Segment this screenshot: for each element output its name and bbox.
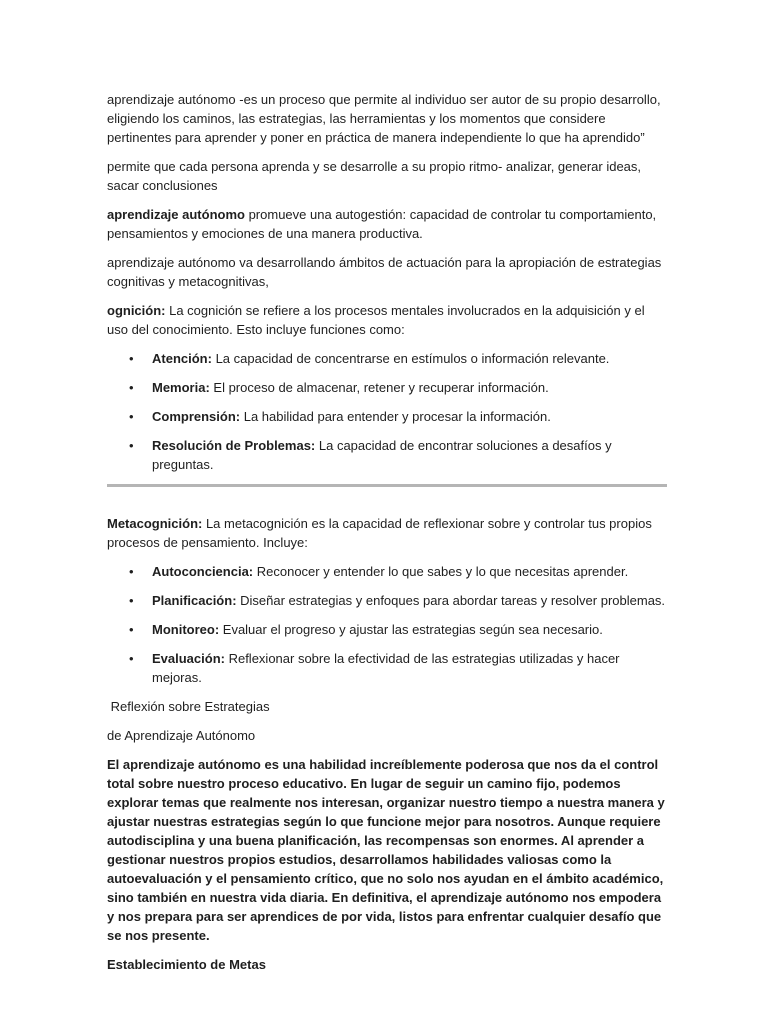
metacognition-list xyxy=(107,562,667,687)
metacognition-paragraph xyxy=(107,514,667,552)
goals-heading: Establecimiento de Metas xyxy=(107,957,266,972)
self-management-text: promueve una autogestión: capacidad de controlar tu comportamiento, pensamientos y emociones de una manera productiva. xyxy=(107,207,657,241)
list-item xyxy=(107,436,667,474)
document-page xyxy=(107,90,667,984)
list-item-text: El proceso de almacenar, retener y recuperar información. xyxy=(209,380,549,395)
metacognition-term: Metacognición: xyxy=(107,516,203,531)
reflection-body: El aprendizaje autónomo es una habilidad increíblemente poderosa que nos da el control total sobre nuestro proceso educativo. En lugar de seguir un camino fijo, podemos explorar temas que realmente nos interesan, organizar nuestro tiempo a nuestra manera y ajustar nuestras estrategias según lo que funcione mejor para nosotros. Aunque requiere autodisciplina y una buena planificación, las recompensas son enormes. Al aprender a gestionar nuestros propios estudios, desarrollamos habilidades valiosas como la autoevaluación y el pensamiento crítico, que no solo nos ayudan en el ámbito académico, sino también en nuestra vida diaria. En definitiva, el aprendizaje autónomo nos empodera y nos prepara para ser aprendices de por vida, listos para enfrentar cualquier desafío que se nos presente. xyxy=(107,757,665,943)
list-item-term: Resolución de Problemas: xyxy=(152,438,316,453)
metacognition-text: La metacognición es la capacidad de reflexionar sobre y controlar tus propios procesos de pensamiento. Incluye: xyxy=(107,516,652,550)
intro-paragraph: aprendizaje autónomo -es un proceso que permite al individuo ser autor de su propio desarrollo, eligiendo los caminos, las estrategias, las herramientas y los momentos que considere pertinentes para aprender y poner en práctica de manera independiente lo que ha aprendido” xyxy=(107,92,661,145)
cognition-list xyxy=(107,349,667,474)
list-item-text: La capacidad de concentrarse en estímulos o información relevante. xyxy=(211,351,610,366)
reflection-title-line-1: Reflexión sobre Estrategias xyxy=(107,699,270,714)
list-item xyxy=(107,378,667,397)
list-item-text: La capacidad de encontrar soluciones a desafíos y preguntas. xyxy=(152,438,612,472)
bullet-icon: • xyxy=(129,593,134,608)
list-item-term: Memoria: xyxy=(152,380,210,395)
self-management-term: aprendizaje autónomo xyxy=(107,207,245,222)
rhythm-paragraph: permite que cada persona aprenda y se desarrolle a su propio ritmo- analizar, generar ideas, sacar conclusiones xyxy=(107,159,642,193)
list-item xyxy=(107,649,667,687)
cognition-paragraph xyxy=(107,301,667,339)
cognition-text: La cognición se refiere a los procesos mentales involucrados en la adquisición y el uso del conocimiento. Esto incluye funciones como: xyxy=(107,303,645,337)
cognition-term: ognición: xyxy=(107,303,166,318)
bullet-icon: • xyxy=(129,438,134,453)
bullet-icon: • xyxy=(129,409,134,424)
list-item xyxy=(107,591,667,610)
list-item-text: Reconocer y entender lo que sabes y lo que necesitas aprender. xyxy=(253,564,629,579)
horizontal-divider xyxy=(107,484,667,487)
list-item-term: Evaluación: xyxy=(152,651,225,666)
list-item-text: La habilidad para entender y procesar la información. xyxy=(240,409,551,424)
list-item xyxy=(107,349,667,368)
self-management-paragraph xyxy=(107,205,667,243)
reflection-title-line-2: de Aprendizaje Autónomo xyxy=(107,728,256,743)
list-item-text: Diseñar estrategias y enfoques para abordar tareas y resolver problemas. xyxy=(236,593,666,608)
bullet-icon: • xyxy=(129,651,134,666)
bullet-icon: • xyxy=(129,351,134,366)
bullet-icon: • xyxy=(129,564,134,579)
list-item-text: Reflexionar sobre la efectividad de las estrategias utilizadas y hacer mejoras. xyxy=(152,651,620,685)
bullet-icon: • xyxy=(129,622,134,637)
list-item xyxy=(107,407,667,426)
list-item-term: Monitoreo: xyxy=(152,622,220,637)
list-item-text: Evaluar el progreso y ajustar las estrategias según sea necesario. xyxy=(219,622,603,637)
list-item xyxy=(107,620,667,639)
strategies-paragraph: aprendizaje autónomo va desarrollando ámbitos de actuación para la apropiación de estrategias cognitivas y metacognitivas, xyxy=(107,255,662,289)
list-item xyxy=(107,562,667,581)
list-item-term: Comprensión: xyxy=(152,409,241,424)
list-item-term: Atención: xyxy=(152,351,212,366)
list-item-term: Planificación: xyxy=(152,593,237,608)
bullet-icon: • xyxy=(129,380,134,395)
list-item-term: Autoconciencia: xyxy=(152,564,254,579)
